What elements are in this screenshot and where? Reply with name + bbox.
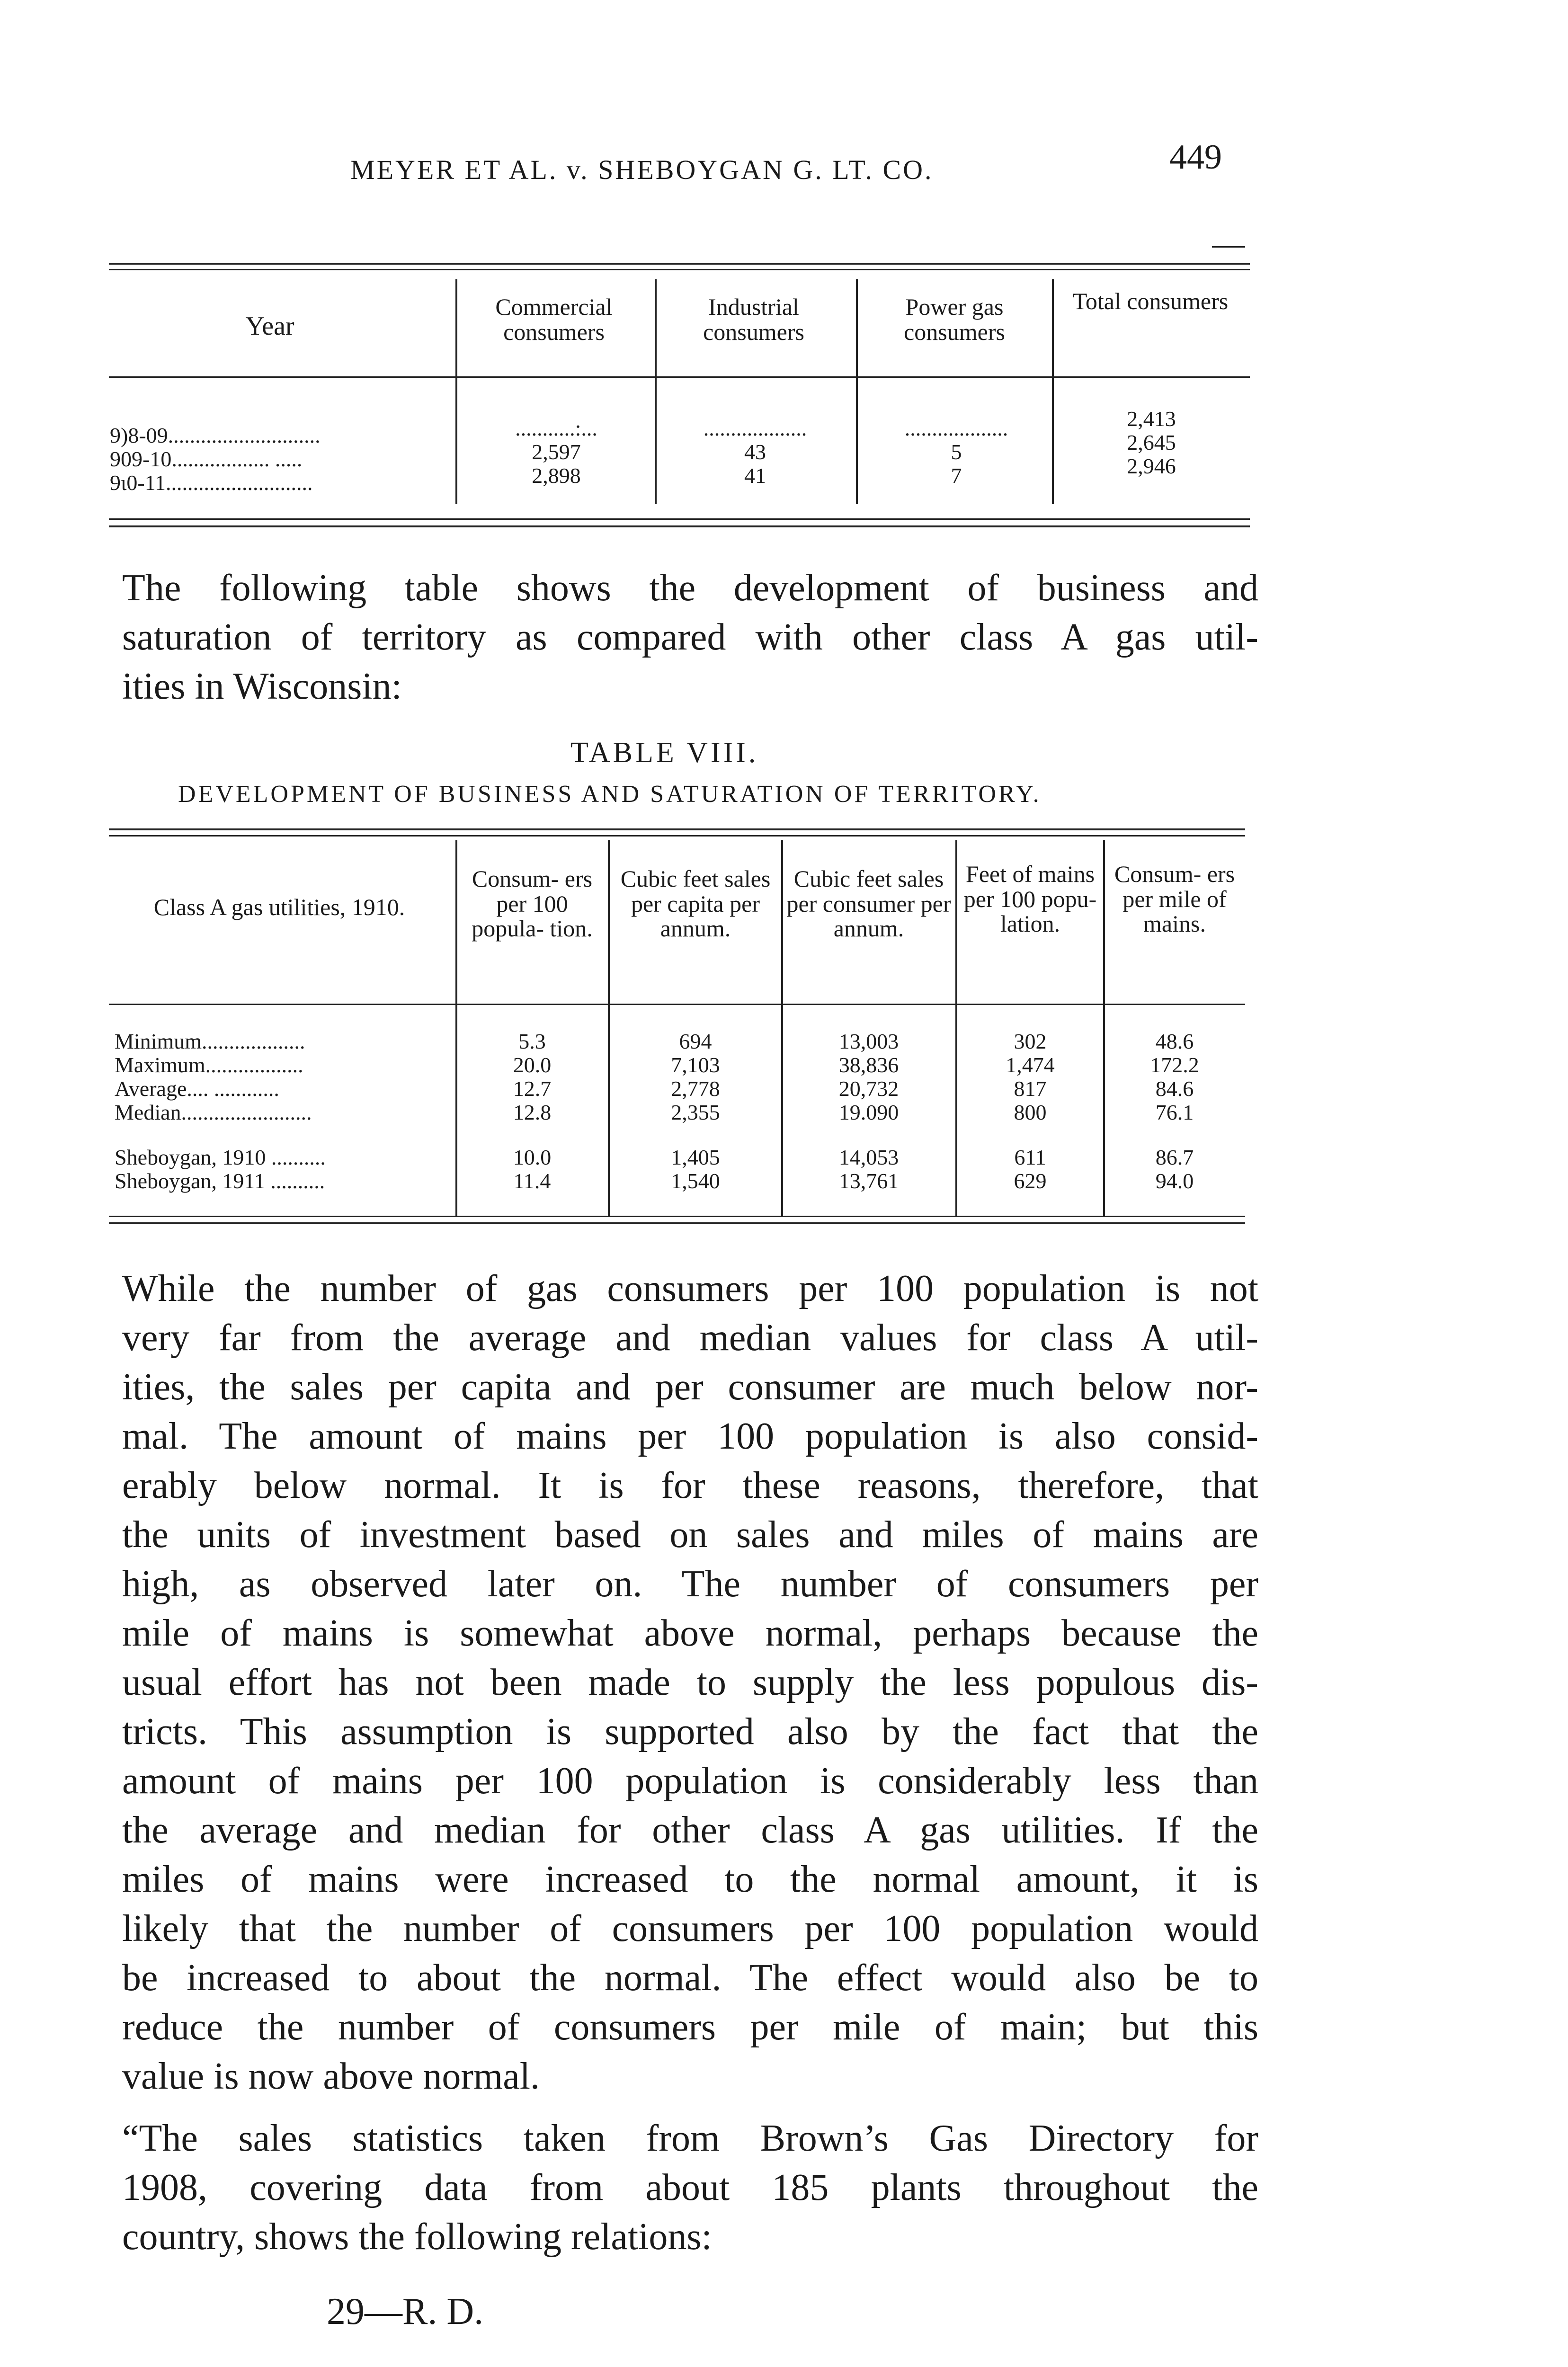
table-header-sales-per-capita: Cubic feet sales per capita per annum. [620, 865, 771, 942]
table-row: 9ι0-11........................... [110, 471, 313, 495]
table-header-consumers-per-100: Consum- ers per 100 popula- tion. [472, 865, 593, 942]
table-header-sales-per-consumer: Cubic feet sales per consumer per annum. [786, 865, 951, 942]
page-number: 449 [1169, 138, 1222, 177]
table-header-consumers-per-mile: Consum- ers per mile of mains. [1114, 861, 1235, 937]
col-sales-per-capita: 694 7,103 2,778 2,355 [671, 1029, 720, 1124]
table-row: Median........................ [115, 1100, 312, 1124]
intro-paragraph: The following table shows the development of business and saturation of territory as compared with other class A gas util- ities in Wisconsin: [122, 567, 1258, 707]
industrial-value: 41 [744, 463, 766, 488]
col-sales-per-consumer: 13,003 38,836 20,732 19.090 [838, 1029, 899, 1124]
table-row: Sheboygan, 1910 .......... [115, 1145, 326, 1169]
consumers-header-industrial: Industrial consumers [703, 294, 804, 345]
commercial-value: 2,898 [532, 463, 581, 488]
body-paragraph: While the number of gas consumers per 100 population is not very far from the average and median values for class A util- ities, the sales per capita and per consumer are much below nor- mal. The amount of mains per 100 population is also consid- erably below normal. It is for these reasons, therefore, that the units of investment based on sales and miles of mains are high, as observed later on. The number of consumers per mile of mains is somewhat above normal, perhaps because the usual effort has not been made to supply the less populous dis- tricts. This assumption is supported also by the fact that the amount of mains per 100 population is considerably less than the average and median for other class A gas utilities. If the miles of mains were increased to the normal amount, it is likely that the number of consumers per 100 population would be increased to about the normal. The effect would also be to reduce the number of consumers per mile of main; but this value is now above normal. [122, 1268, 1258, 2097]
table-row: Average.... ............ [115, 1077, 279, 1101]
table-title: TABLE VIII. [570, 737, 759, 769]
signature-mark: 29—R. D. [327, 2291, 484, 2332]
table-row: Sheboygan, 1911 .......... [115, 1169, 325, 1193]
quote-paragraph: “The sales statistics taken from Brown’s Gas Directory for 1908, covering data from about 185 plants throughout the country, shows the following relations: [122, 2118, 1258, 2258]
col-feet-of-mains: 302 1,474 817 800 [1006, 1029, 1055, 1124]
power-value: 5 [951, 440, 962, 464]
col-consumers-per-mile: 48.6 172.2 84.6 76.1 [1150, 1029, 1199, 1124]
total-value: 2,946 [1127, 454, 1176, 478]
consumers-header-commercial: Commercial consumers [495, 294, 613, 345]
consumers-year-col [110, 424, 321, 495]
total-value: 2,413 [1127, 407, 1176, 431]
power-value: 7 [951, 463, 962, 488]
consumers-header-year: Year [245, 311, 294, 341]
total-value: 2,645 [1127, 430, 1176, 454]
table-row: 9)8-09............................ [110, 423, 321, 447]
consumers-header-power: Power gas consumers [904, 294, 1005, 345]
running-header: MEYER ET AL. v. SHEBOYGAN G. LT. CO. [350, 154, 934, 185]
table-header-class: Class A gas utilities, 1910. [153, 894, 405, 920]
consumers-header-total: Total consumers [1072, 288, 1229, 314]
row-labels-sheboygan [115, 1146, 326, 1193]
row-labels-summary [115, 1030, 312, 1124]
table-row: Minimum................... [115, 1029, 305, 1053]
commercial-value: 2,597 [532, 440, 581, 464]
table-header-feet-of-mains: Feet of mains per 100 popu- lation. [963, 861, 1097, 937]
industrial-value: 43 [744, 440, 766, 464]
table-row: Maximum.................. [115, 1053, 303, 1077]
table-row: 909-10.................. ..... [110, 447, 303, 471]
table-subtitle: DEVELOPMENT OF BUSINESS AND SATURATION OF TERRITORY. [178, 781, 1042, 808]
col-consumers-per-100: 5.3 20.0 12.7 12.8 [513, 1029, 552, 1124]
